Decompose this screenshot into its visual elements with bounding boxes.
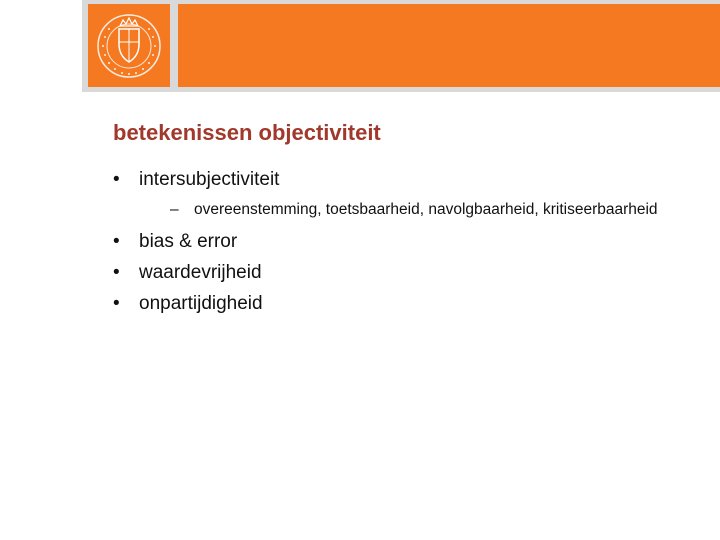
- bullet-glyph: •: [113, 293, 120, 314]
- sub-bullet-list: [139, 199, 673, 220]
- university-seal-icon: [88, 4, 170, 87]
- bullet-item: [113, 226, 673, 257]
- bullet-glyph: •: [113, 169, 120, 190]
- bullet-glyph: •: [113, 231, 120, 252]
- bullet-list: [113, 164, 673, 319]
- bullet-item: [113, 288, 673, 319]
- sub-bullet-text: overeenstemming, toetsbaarheid, navolgbaarheid, kritiseerbaarheid: [194, 201, 658, 218]
- bullet-text: waardevrijheid: [139, 262, 262, 283]
- bullet-text: bias & error: [139, 231, 238, 252]
- bullet-glyph: •: [113, 262, 120, 283]
- bullet-item: [113, 257, 673, 288]
- sub-bullet-item: [139, 199, 673, 220]
- slide-title: betekenissen objectiviteit: [113, 120, 381, 145]
- university-logo: [88, 4, 170, 87]
- bullet-text: onpartijdigheid: [139, 293, 263, 314]
- header-orange-band: [178, 4, 720, 87]
- bullet-text: intersubjectiviteit: [139, 169, 280, 190]
- dash-glyph: –: [170, 201, 179, 218]
- bullet-item: [113, 164, 673, 220]
